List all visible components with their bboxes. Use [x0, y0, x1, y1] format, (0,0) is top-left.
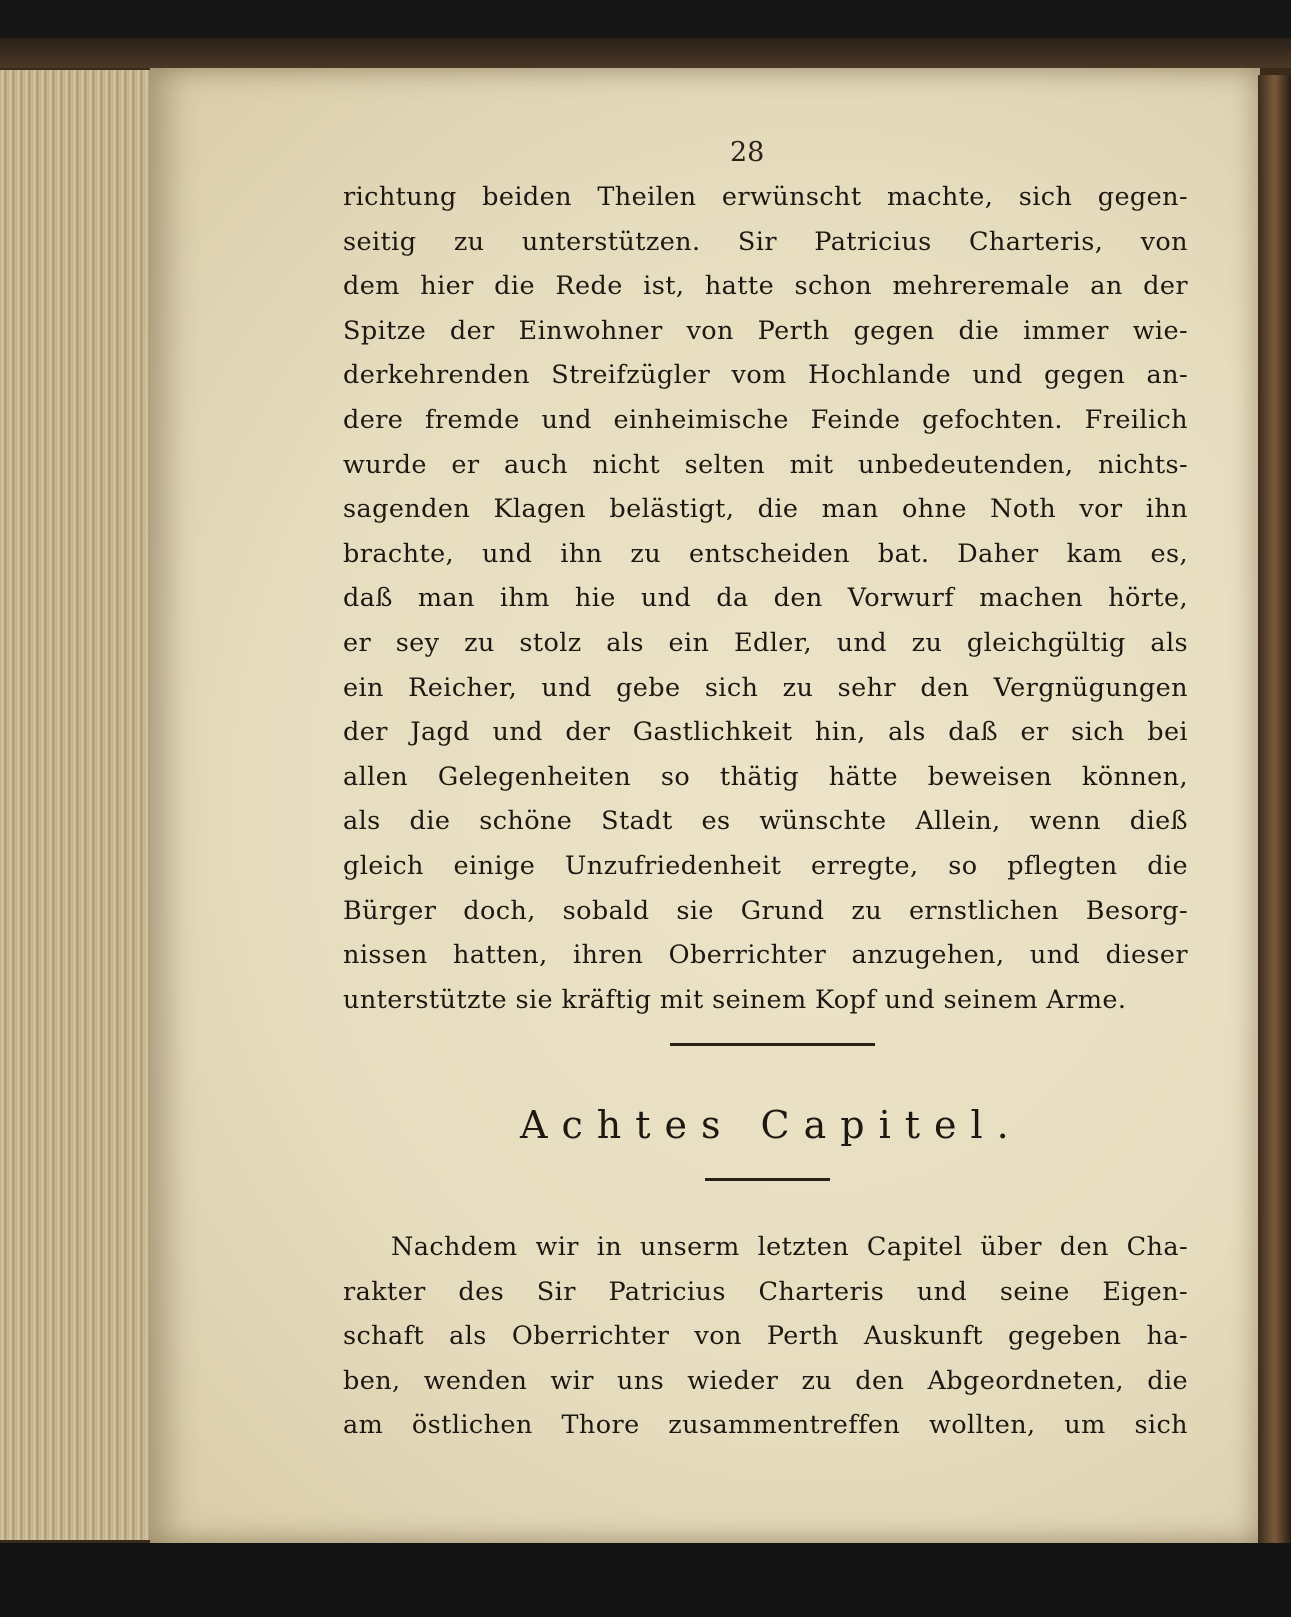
- text-line: ben, wenden wir uns wieder zu den Abgeordneten, die: [343, 1365, 1188, 1396]
- text-line: seitig zu unterstützen. Sir Patricius Charteris, von: [343, 226, 1188, 257]
- text-line: Spitze der Einwohner von Perth gegen die immer wie-: [343, 315, 1188, 346]
- paragraph-1: [343, 175, 1188, 1022]
- text-line: wurde er auch nicht selten mit unbedeutenden, nichts-: [343, 449, 1188, 480]
- text-line: rakter des Sir Patricius Charteris und seine Eigen-: [343, 1276, 1188, 1307]
- text-line: der Jagd und der Gastlichkeit hin, als daß er sich bei: [343, 717, 1188, 748]
- text-line: dere fremde und einheimische Feinde gefochten. Freilich: [343, 404, 1188, 435]
- text-line: ein Reicher, und gebe sich zu sehr den Vergnügungen: [343, 672, 1188, 703]
- text-line: nissen hatten, ihren Oberrichter anzugehen, und dieser: [343, 940, 1188, 971]
- text-line: dem hier die Rede ist, hatte schon mehreremale an der: [343, 271, 1188, 302]
- book-top-edge: [0, 38, 1291, 68]
- heading-underline-rule: [705, 1178, 830, 1181]
- scan-background: [0, 1543, 1291, 1617]
- paragraph-2: [343, 1225, 1188, 1448]
- chapter-heading: Achtes Capitel.: [520, 1103, 1023, 1147]
- text-line: schaft als Oberrichter von Perth Auskunft gegeben ha-: [343, 1321, 1188, 1352]
- book-spine-edge: [1258, 75, 1291, 1545]
- text-line: daß man ihm hie und da den Vorwurf machen hörte,: [343, 583, 1188, 614]
- text-line: sagenden Klagen belästigt, die man ohne Noth vor ihn: [343, 494, 1188, 525]
- section-divider-rule: [670, 1043, 875, 1046]
- text-line: derkehrenden Streifzügler vom Hochlande und gegen an-: [343, 360, 1188, 391]
- text-line: am östlichen Thore zusammentreffen wollten, um sich: [343, 1410, 1188, 1441]
- page-number: 28: [730, 137, 765, 168]
- text-line: Nachdem wir in unserm letzten Capitel über den Cha-: [391, 1232, 1188, 1262]
- page-stack-edge: [0, 70, 170, 1540]
- text-line: er sey zu stolz als ein Edler, und zu gleichgültig als: [343, 627, 1188, 658]
- text-line: brachte, und ihn zu entscheiden bat. Daher kam es,: [343, 538, 1188, 569]
- text-line: unterstützte sie kräftig mit seinem Kopf und seinem Arme.: [343, 984, 1127, 1015]
- text-line: richtung beiden Theilen erwünscht machte, sich gegen-: [343, 182, 1188, 212]
- text-line: allen Gelegenheiten so thätig hätte beweisen können,: [343, 761, 1188, 792]
- text-line: gleich einige Unzufriedenheit erregte, so pflegten die: [343, 850, 1188, 881]
- text-line: Bürger doch, sobald sie Grund zu ernstlichen Besorg-: [343, 895, 1188, 926]
- text-line: als die schöne Stadt es wünschte Allein, wenn dieß: [343, 806, 1188, 837]
